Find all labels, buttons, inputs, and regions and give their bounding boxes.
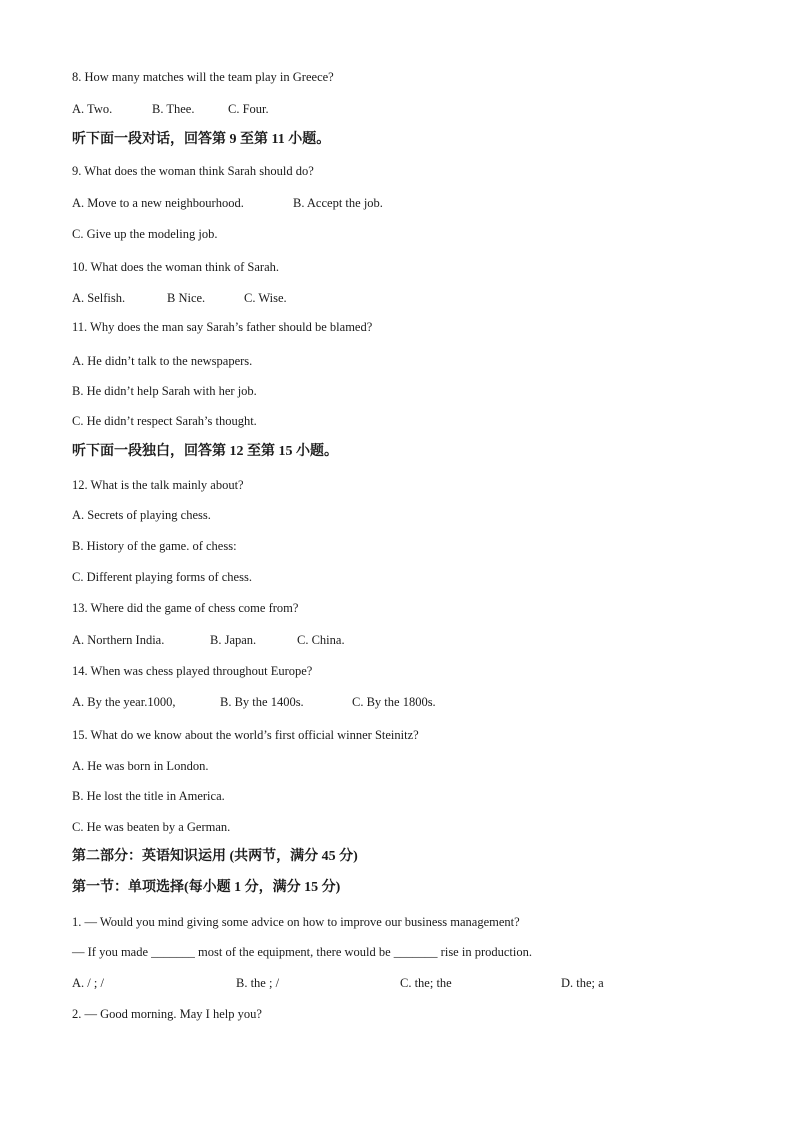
option-a: A. By the year.1000, <box>72 695 176 709</box>
mc-question-1: 1. — Would you mind giving some advice on how to improve our business management? <box>72 915 520 929</box>
question-10: 10. What does the woman think of Sarah. <box>72 260 280 274</box>
option-b: B. He lost the title in America. <box>72 789 225 803</box>
mc-question-1-reply: — If you made _______ most of the equipment, there would be _______ rise in production. <box>72 945 532 959</box>
option-b: B. By the 1400s. <box>220 695 304 709</box>
question-15: 15. What do we know about the world’s first official winner Steinitz? <box>72 728 419 742</box>
mc-question-2: 2. — Good morning. May I help you? <box>72 1007 262 1021</box>
option-a: A. Secrets of playing chess. <box>72 508 211 522</box>
option-b: B. History of the game. of chess: <box>72 539 237 553</box>
question-12: 12. What is the talk mainly about? <box>72 478 244 492</box>
option-b: B Nice. <box>167 291 206 305</box>
option-b: B. the ; / <box>236 976 280 990</box>
option-a: A. Move to a new neighbourhood. <box>72 196 244 210</box>
option-a: A. / ; / <box>72 976 104 990</box>
option-c: C. By the 1800s. <box>352 695 436 709</box>
part-2-title: 第二部分：英语知识运用 (共两节，满分 45 分) <box>72 849 358 864</box>
question-14: 14. When was chess played throughout Europe? <box>72 664 313 678</box>
option-c: C. China. <box>297 633 345 647</box>
question-13: 13. Where did the game of chess come from? <box>72 601 299 615</box>
option-b: B. Thee. <box>152 102 195 116</box>
question-8: 8. How many matches will the team play in Greece? <box>72 70 334 84</box>
option-b: B. Japan. <box>210 633 257 647</box>
option-b: B. He didn’t help Sarah with her job. <box>72 384 257 398</box>
option-a: A. He was born in London. <box>72 759 209 773</box>
section-1-title: 第一节：单项选择(每小题 1 分，满分 15 分) <box>72 880 341 895</box>
option-c: C. the; the <box>400 976 452 990</box>
option-c: C. Different playing forms of chess. <box>72 570 252 584</box>
question-11: 11. Why does the man say Sarah’s father should be blamed? <box>72 320 373 334</box>
section-heading-12-15: 听下面一段独白，回答第 12 至第 15 小题。 <box>72 444 338 459</box>
option-a: A. He didn’t talk to the newspapers. <box>72 354 253 368</box>
option-c: C. He was beaten by a German. <box>72 820 231 834</box>
option-a: A. Two. <box>72 102 113 116</box>
option-c: C. Give up the modeling job. <box>72 227 218 241</box>
option-a: A. Selfish. <box>72 291 126 305</box>
option-c: C. Wise. <box>244 291 287 305</box>
option-a: A. Northern India. <box>72 633 165 647</box>
option-c: C. Four. <box>228 102 269 116</box>
option-b: B. Accept the job. <box>293 196 383 210</box>
question-9: 9. What does the woman think Sarah should do? <box>72 164 314 178</box>
section-heading-9-11: 听下面一段对话，回答第 9 至第 11 小题。 <box>72 132 331 147</box>
option-d: D. the; a <box>561 976 604 990</box>
option-c: C. He didn’t respect Sarah’s thought. <box>72 414 257 428</box>
